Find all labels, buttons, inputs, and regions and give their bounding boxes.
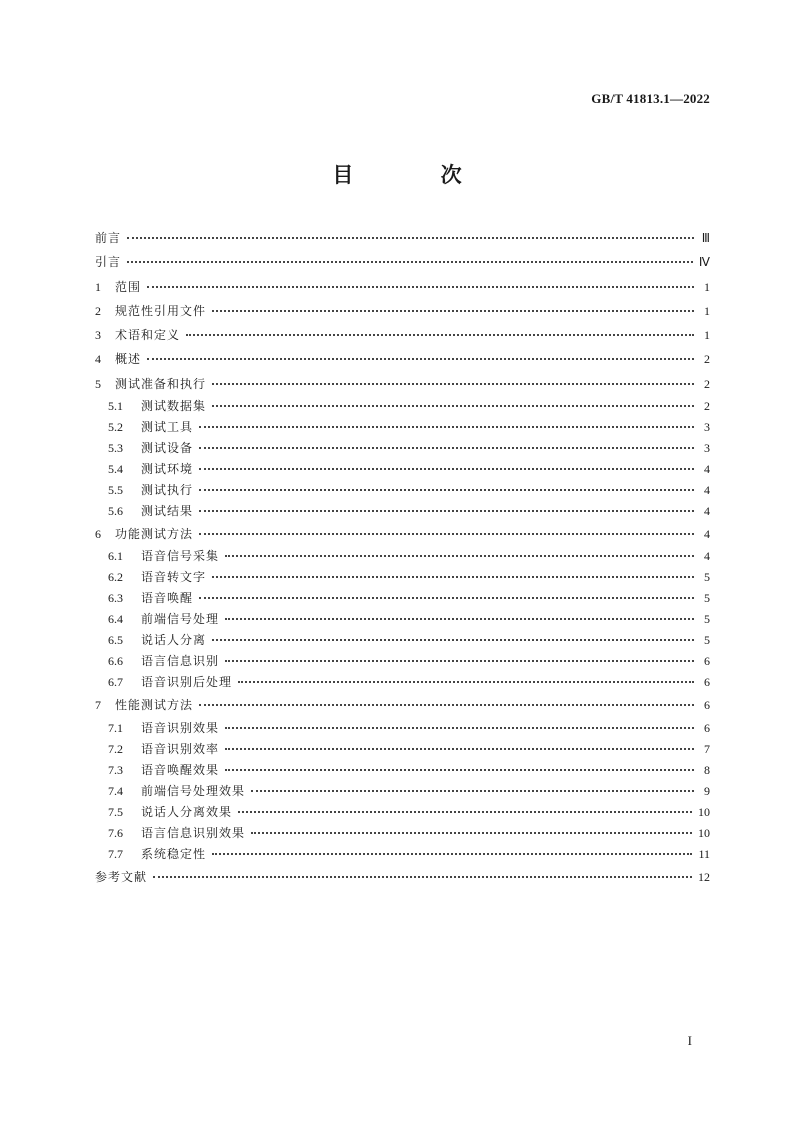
- toc-leader-dots: [225, 736, 694, 750]
- toc-leader-dots: [199, 521, 694, 535]
- toc-leader-dots: [147, 346, 694, 360]
- toc-leader-dots: [212, 371, 694, 385]
- toc-entry-number: 5.4: [108, 462, 123, 477]
- toc-entry-number: 7.2: [108, 741, 123, 756]
- toc-entry-label: 语音转文字: [141, 570, 207, 585]
- toc-entry[interactable]: [95, 275, 710, 299]
- toc-entry-label: 前言: [95, 231, 122, 245]
- toc-leader-dots: [199, 498, 694, 512]
- toc-entry-label: 说话人分离效果: [141, 804, 233, 819]
- toc-entry-number: 7: [95, 698, 101, 713]
- toc-entry-number: 6.1: [108, 549, 123, 564]
- toc-entry-number: 4: [95, 352, 101, 367]
- toc-entry-number: 5.6: [108, 504, 123, 519]
- toc-entry-page: 11: [698, 846, 710, 861]
- toc-entry-page: 3: [704, 441, 710, 456]
- toc-entry[interactable]: [95, 226, 710, 250]
- toc-leader-dots: [153, 864, 692, 878]
- toc-entry-number: 7.1: [108, 720, 123, 735]
- toc-entry-label: 语音识别效率: [141, 741, 220, 756]
- toc-entry-number: 5.3: [108, 441, 123, 456]
- toc-entry[interactable]: [95, 299, 710, 323]
- toc-entry-label: 语言信息识别: [141, 654, 220, 669]
- toc-entry-page: 5: [704, 612, 710, 627]
- toc-entry-page: 5: [704, 570, 710, 585]
- toc-entry-number: 5: [95, 376, 101, 391]
- toc-leader-dots: [225, 648, 694, 662]
- toc-entry-label: 功能测试方法: [115, 527, 194, 542]
- toc-leader-dots: [238, 669, 694, 683]
- toc-entry-number: 6.5: [108, 633, 123, 648]
- toc-leader-dots: [225, 543, 694, 557]
- table-of-contents: [95, 226, 710, 889]
- standard-code: GB/T 41813.1—2022: [591, 91, 710, 106]
- toc-entry-page: 4: [704, 549, 710, 564]
- toc-entry-page: 1: [704, 303, 710, 318]
- toc-entry-label: 测试执行: [141, 483, 194, 498]
- toc-entry-page: 2: [704, 352, 710, 367]
- toc-entry-label: 语言信息识别效果: [141, 825, 246, 840]
- toc-entry-page: Ⅲ: [701, 231, 710, 245]
- toc-entry-page: 6: [704, 654, 710, 669]
- toc-leader-dots: [127, 249, 693, 263]
- toc-entry-page: 1: [704, 279, 710, 294]
- toc-entry-page: 7: [704, 741, 710, 756]
- toc-leader-dots: [127, 225, 694, 239]
- toc-entry-page: 10: [698, 825, 710, 840]
- toc-leader-dots: [147, 274, 694, 288]
- toc-leader-dots: [186, 322, 694, 336]
- toc-entry-page: 5: [704, 591, 710, 606]
- toc-leader-dots: [225, 606, 694, 620]
- toc-entry-page: 6: [704, 698, 710, 713]
- toc-entry-label: 测试结果: [141, 504, 194, 519]
- toc-leader-dots: [212, 627, 694, 641]
- toc-entry-page: 4: [704, 462, 710, 477]
- toc-entry[interactable]: [95, 844, 710, 865]
- toc-entry-number: 5.1: [108, 399, 123, 414]
- toc-entry-page: 12: [698, 869, 710, 884]
- toc-leader-dots: [251, 778, 694, 792]
- toc-entry-label: 测试数据集: [141, 399, 207, 414]
- toc-entry[interactable]: [95, 250, 710, 274]
- toc-entry-number: 6: [95, 527, 101, 542]
- toc-entry-page: 2: [704, 376, 710, 391]
- toc-entry[interactable]: [95, 672, 710, 693]
- toc-entry-page: 1: [704, 328, 710, 343]
- toc-entry-page: 4: [704, 504, 710, 519]
- toc-leader-dots: [225, 757, 694, 771]
- toc-entry[interactable]: [95, 865, 710, 889]
- page-number: I: [687, 1033, 692, 1048]
- toc-entry-page: 2: [704, 399, 710, 414]
- toc-entry-number: 5.2: [108, 420, 123, 435]
- toc-entry-label: 术语和定义: [115, 328, 181, 343]
- toc-entry[interactable]: [95, 347, 710, 371]
- toc-entry-label: 测试准备和执行: [115, 376, 207, 391]
- toc-leader-dots: [212, 564, 694, 578]
- toc-entry-number: 1: [95, 279, 101, 294]
- toc-entry-label: 语音识别后处理: [141, 675, 233, 690]
- toc-entry-label: 前端信号处理: [141, 612, 220, 627]
- toc-leader-dots: [251, 820, 692, 834]
- toc-entry-label: 范围: [115, 279, 142, 294]
- toc-entry-number: 5.5: [108, 483, 123, 498]
- toc-entry-number: 2: [95, 303, 101, 318]
- toc-leader-dots: [212, 841, 692, 855]
- toc-entry-page: 4: [704, 483, 710, 498]
- toc-entry-page: 4: [704, 527, 710, 542]
- toc-entry-label: 语音信号采集: [141, 549, 220, 564]
- toc-entry-label: 测试设备: [141, 441, 194, 456]
- toc-entry-page: 6: [704, 675, 710, 690]
- toc-entry-label: 参考文献: [95, 869, 148, 884]
- toc-leader-dots: [199, 414, 694, 428]
- toc-entry-page: 8: [704, 762, 710, 777]
- toc-leader-dots: [199, 585, 694, 599]
- toc-leader-dots: [199, 435, 694, 449]
- toc-entry-number: 6.2: [108, 570, 123, 585]
- toc-entry-label: 说话人分离: [141, 633, 207, 648]
- toc-leader-dots: [238, 799, 692, 813]
- toc-entry-number: 7.3: [108, 762, 123, 777]
- toc-leader-dots: [225, 715, 694, 729]
- toc-entry-label: 语音唤醒效果: [141, 762, 220, 777]
- toc-entry-label: 概述: [115, 352, 142, 367]
- toc-entry-number: 6.7: [108, 675, 123, 690]
- toc-entry-label: 测试工具: [141, 420, 194, 435]
- toc-entry-number: 3: [95, 328, 101, 343]
- toc-entry-label: 引言: [95, 255, 122, 270]
- toc-entry[interactable]: [95, 323, 710, 347]
- toc-entry-number: 6.3: [108, 591, 123, 606]
- toc-entry-page: 9: [704, 783, 710, 798]
- toc-entry-page: Ⅳ: [698, 255, 710, 270]
- toc-entry-label: 语音识别效果: [141, 720, 220, 735]
- toc-entry-label: 性能测试方法: [115, 698, 194, 713]
- toc-entry-number: 7.6: [108, 825, 123, 840]
- toc-entry-number: 6.4: [108, 612, 123, 627]
- toc-entry-number: 7.4: [108, 783, 123, 798]
- toc-entry-page: 5: [704, 633, 710, 648]
- toc-entry-label: 规范性引用文件: [115, 303, 207, 318]
- toc-entry-number: 7.7: [108, 846, 123, 861]
- toc-entry-page: 6: [704, 720, 710, 735]
- toc-leader-dots: [199, 477, 694, 491]
- toc-entry-label: 前端信号处理效果: [141, 783, 246, 798]
- toc-entry-page: 10: [698, 804, 710, 819]
- toc-entry-label: 系统稳定性: [141, 846, 207, 861]
- toc-leader-dots: [212, 298, 694, 312]
- toc-entry-label: 语音唤醒: [141, 591, 194, 606]
- toc-entry-number: 6.6: [108, 654, 123, 669]
- toc-leader-dots: [199, 456, 694, 470]
- toc-entry-number: 7.5: [108, 804, 123, 819]
- toc-entry-label: 测试环境: [141, 462, 194, 477]
- toc-leader-dots: [212, 393, 694, 407]
- toc-entry-page: 3: [704, 420, 710, 435]
- toc-entry[interactable]: [95, 501, 710, 522]
- page-title: 目 次: [332, 162, 502, 187]
- toc-leader-dots: [199, 692, 694, 706]
